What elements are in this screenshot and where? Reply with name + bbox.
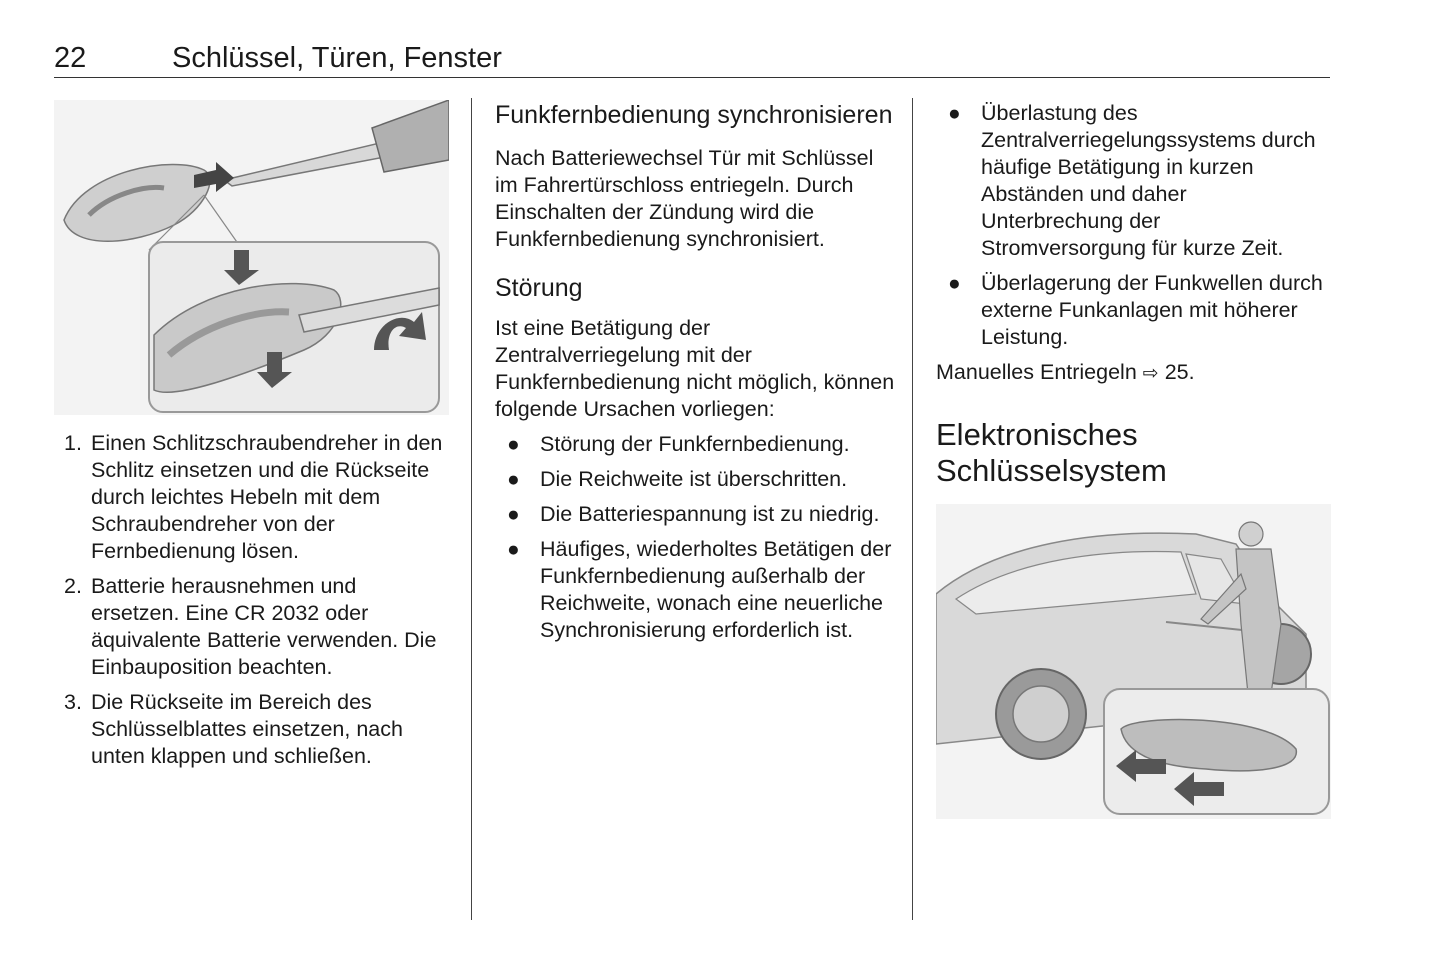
bullet-list xyxy=(495,431,895,644)
column-left xyxy=(54,100,449,778)
list-item: ● Häufiges, wiederholtes Betätigen der Funkfernbedienung außerhalb der Reichweite, wonach eine neuerliche Synchronisierung erforderlich ist. xyxy=(507,537,892,642)
column-middle xyxy=(495,100,895,652)
page-number: 22 xyxy=(54,42,87,74)
car-door-figure xyxy=(936,504,1331,819)
paragraph: Ist eine Betätigung der Zentralverriegelung mit der Funkfernbedienung nicht möglich, können folgende Ursachen vorliegen: xyxy=(495,316,895,421)
list-item: ● Überlastung des Zentralverriegelungssystems durch häufige Betätigung in kurzen Abständen und daher Unterbrechung der Stromversorgung für kurze Zeit. xyxy=(948,101,1316,260)
list-item: 3. Die Rückseite im Bereich des Schlüsselblattes einsetzen, nach unten klappen und schließen. xyxy=(64,690,403,768)
section-heading: Funkfernbedienung synchronisieren xyxy=(495,101,893,129)
list-item: ● Störung der Funkfernbedienung. xyxy=(507,432,850,456)
bullet-list xyxy=(936,100,1331,351)
key-battery-figure xyxy=(54,100,449,415)
steps-list xyxy=(54,430,449,770)
cross-reference: Manuelles Entriegeln ⇨ 25. xyxy=(936,360,1195,384)
paragraph: Nach Batteriewechsel Tür mit Schlüssel im Fahrertürschloss entriegeln. Durch Einschalten der Zündung wird die Funkfernbedienung synchronisiert. xyxy=(495,146,874,251)
section-heading: Elektronisches Schlüsselsystem xyxy=(936,417,1167,488)
column-right xyxy=(936,100,1331,819)
page-title: Schlüssel, Türen, Fenster xyxy=(172,42,502,74)
list-item: 2. Batterie herausnehmen und ersetzen. Eine CR 2032 oder äquivalente Batterie verwenden. Die Einbauposition beachten. xyxy=(64,574,437,679)
list-item: ● Überlagerung der Funkwellen durch externe Funkanlagen mit höherer Leistung. xyxy=(948,271,1323,349)
list-item: ● Die Reichweite ist überschritten. xyxy=(507,467,848,491)
column-divider xyxy=(912,98,913,920)
column-divider xyxy=(471,98,472,920)
list-item: 1. Einen Schlitzschraubendreher in den Schlitz einsetzen und die Rückseite durch leichtes Hebeln mit dem Schraubendreher von der Fernbedienung lösen. xyxy=(64,431,443,563)
section-heading: Störung xyxy=(495,274,583,302)
list-item: ● Die Batteriespannung ist zu niedrig. xyxy=(507,502,880,526)
page-header xyxy=(54,40,1330,78)
page-reference-arrow-icon: ⇨ xyxy=(1142,362,1159,384)
